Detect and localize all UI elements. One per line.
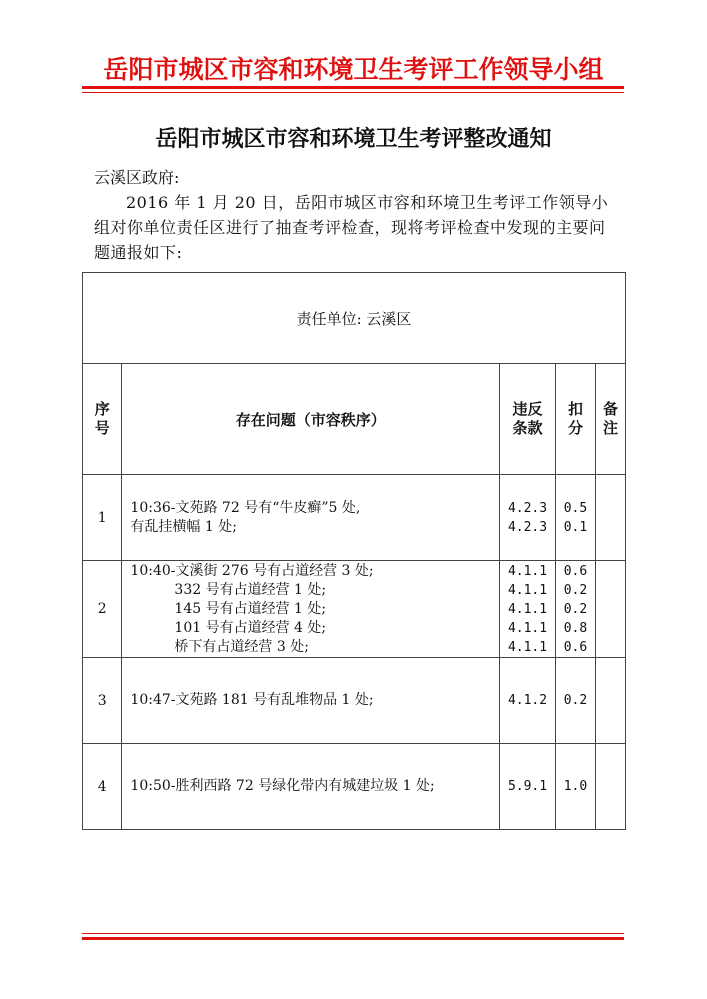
header-score [555, 364, 595, 475]
clause-value: 4.1.2 [507, 693, 548, 708]
header-clause-2: 条款 [512, 419, 543, 437]
row-clause [500, 744, 556, 830]
issue-line: 332 号有占道经营 1 处; [174, 581, 327, 598]
row-clause [500, 658, 556, 744]
row-score [555, 475, 595, 561]
table-row [83, 658, 626, 744]
row-score [555, 658, 595, 744]
table-header-row [83, 364, 626, 475]
issue-line: 10:40-文溪街 276 号有占道经营 3 处; [130, 562, 374, 579]
issue-line: 10:50-胜利西路 72 号绿化带内有城建垃圾 1 处; [130, 778, 435, 794]
header-score-2: 分 [567, 419, 583, 437]
score-value: 0.2 [563, 582, 588, 598]
header-note-2: 注 [602, 419, 618, 437]
header-score-1: 扣 [567, 400, 583, 418]
clause-value: 4.1.1 [507, 601, 548, 617]
row-issue [122, 658, 500, 744]
table-row [83, 744, 626, 830]
header-no-2: 号 [94, 419, 110, 437]
clause-value: 4.1.1 [507, 563, 548, 579]
report-table [82, 272, 626, 830]
clause-value: 4.2.3 [507, 519, 548, 535]
clause-value: 4.2.3 [507, 500, 548, 516]
responsible-unit: 责任单位: 云溪区 [83, 273, 626, 364]
issue-line: 有乱挂横幅 1 处; [130, 518, 237, 535]
row-clause [500, 561, 556, 658]
row-score [555, 744, 595, 830]
row-issue [122, 744, 500, 830]
header-rule-thick [82, 86, 624, 89]
body-paragraph: 2016 年 1 月 20 日，岳阳市城区市容和环境卫生考评工作领导小组对你单位责任区进行了抽查考评检查，现将考评检查中发现的主要问题通报如下: [94, 193, 609, 262]
row-note [595, 475, 625, 561]
salutation: 云溪区政府: [94, 168, 180, 187]
issue-line: 145 号有占道经营 1 处; [174, 600, 327, 617]
table-row [83, 475, 626, 561]
header-issue: 存在问题（市容秩序） [122, 364, 500, 475]
score-value: 1.0 [563, 779, 588, 794]
clause-value: 4.1.1 [507, 639, 548, 655]
clause-value: 5.9.1 [507, 779, 548, 794]
score-value: 0.2 [563, 601, 588, 617]
row-clause [500, 475, 556, 561]
issue-line: 101 号有占道经营 4 处; [174, 619, 327, 636]
issue-line: 10:36-文苑路 72 号有“牛皮癣”5 处, [130, 499, 361, 516]
header-rule-thin [82, 92, 624, 93]
issue-line: 桥下有占道经营 3 处; [174, 638, 309, 655]
table-row [83, 561, 626, 658]
row-number: 4 [83, 744, 122, 830]
row-issue [122, 475, 500, 561]
row-note [595, 658, 625, 744]
header-note-1: 备 [602, 400, 618, 418]
document-title: 岳阳市城区市容和环境卫生考评整改通知 [155, 126, 552, 152]
score-value: 0.6 [563, 563, 588, 579]
footer-rule-thin [82, 933, 624, 934]
row-note [595, 744, 625, 830]
header-clause-1: 违反 [512, 400, 543, 418]
score-value: 0.6 [563, 639, 588, 655]
org-header-title: 岳阳市城区市容和环境卫生考评工作领导小组 [103, 55, 604, 84]
clause-value: 4.1.1 [507, 620, 548, 636]
issue-line: 10:47-文苑路 181 号有乱堆物品 1 处; [130, 692, 374, 708]
row-score [555, 561, 595, 658]
row-note [595, 561, 625, 658]
unit-row [83, 273, 626, 364]
score-value: 0.2 [563, 693, 588, 708]
score-value: 0.8 [563, 620, 588, 636]
header-no [83, 364, 122, 475]
row-issue [122, 561, 500, 658]
footer-rule-thick [82, 937, 624, 940]
score-value: 0.5 [563, 500, 588, 516]
row-number: 3 [83, 658, 122, 744]
row-number: 2 [83, 561, 122, 658]
clause-value: 4.1.1 [507, 582, 548, 598]
header-note [595, 364, 625, 475]
score-value: 0.1 [563, 519, 588, 535]
row-number: 1 [83, 475, 122, 561]
header-clause [500, 364, 556, 475]
header-no-1: 序 [94, 400, 110, 418]
